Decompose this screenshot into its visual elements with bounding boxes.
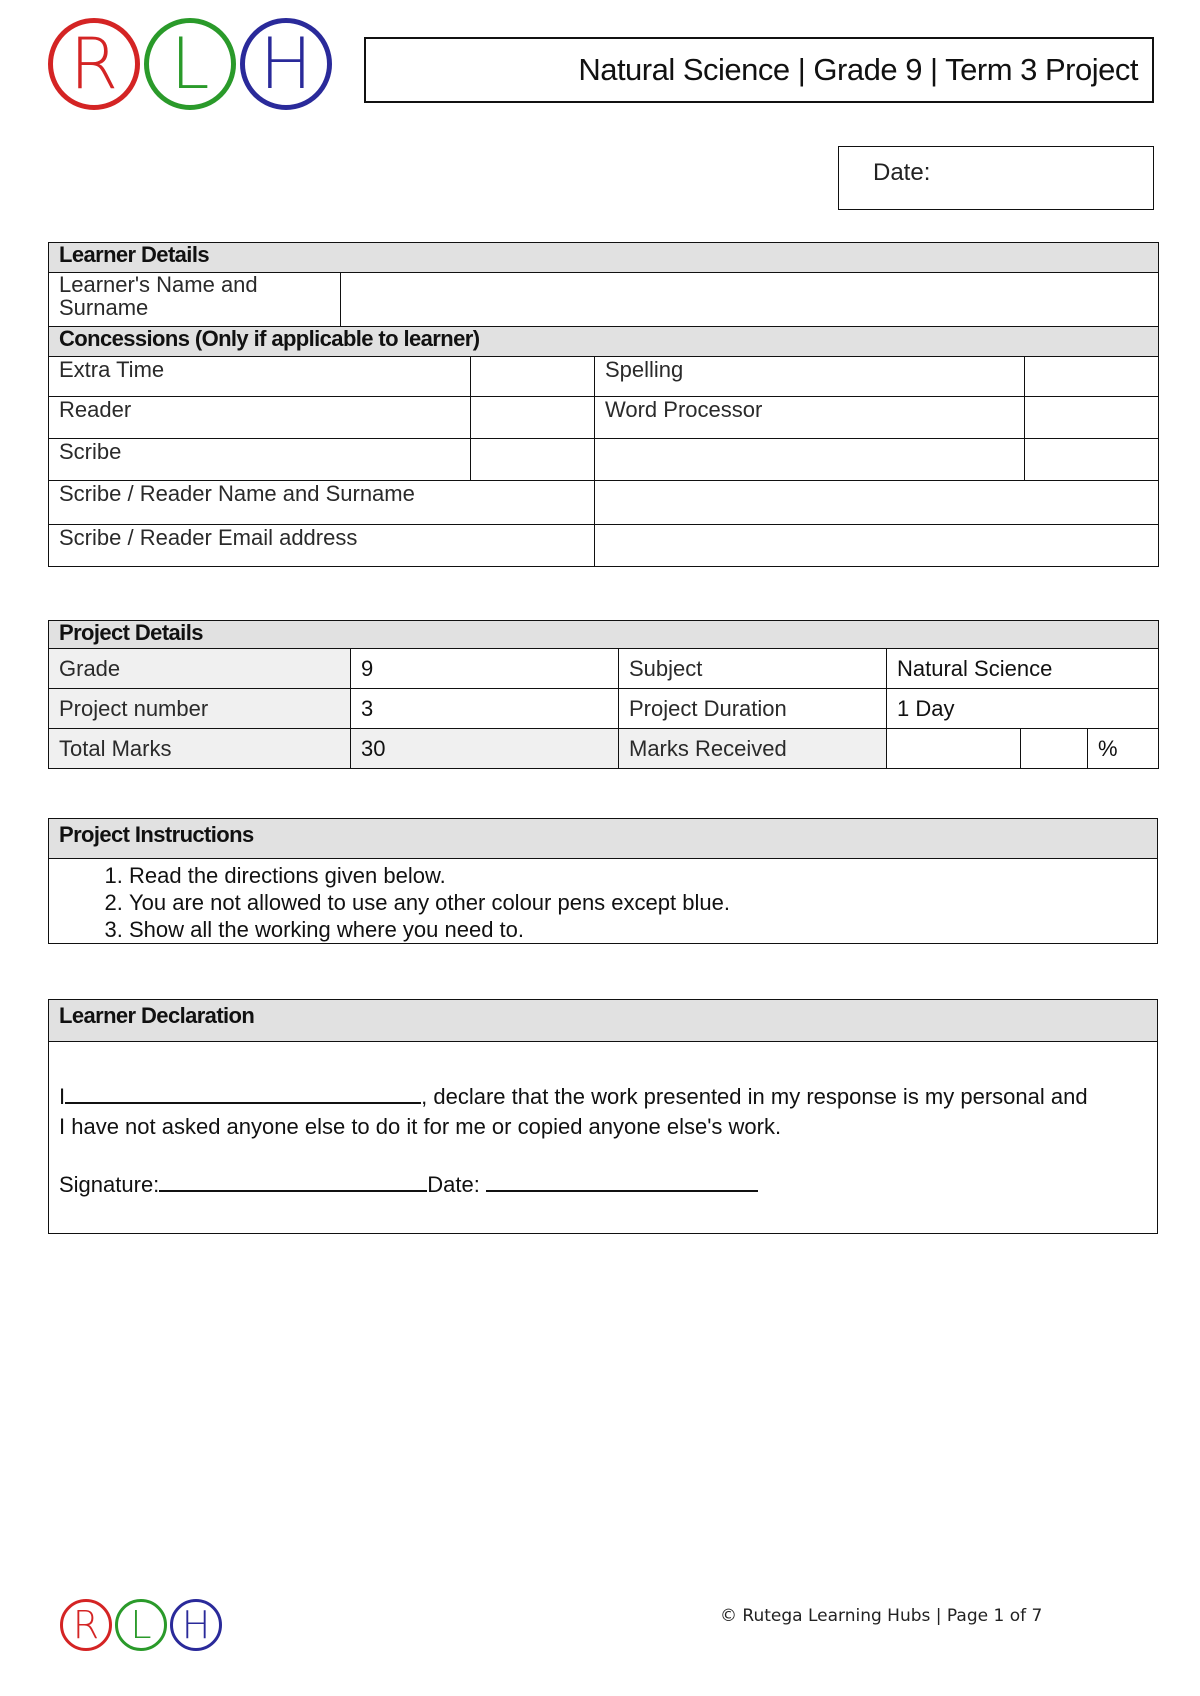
word-processor-field[interactable] (1025, 397, 1159, 439)
marks-received-field[interactable] (887, 729, 1021, 769)
scribe-email-field[interactable] (595, 525, 1159, 567)
learner-name-field[interactable] (341, 273, 1159, 327)
learner-name-label: Learner's Name and Surname (49, 273, 341, 327)
marks-received-label: Marks Received (619, 729, 887, 769)
learner-details-heading: Learner Details (49, 243, 1159, 273)
grade-value: 9 (351, 649, 619, 689)
scribe-field[interactable] (471, 439, 595, 481)
learner-name-line[interactable] (65, 1082, 421, 1104)
logo-letter-r: R (48, 18, 140, 110)
percent-symbol: % (1088, 729, 1159, 769)
total-marks-label: Total Marks (49, 729, 351, 769)
signature-line[interactable] (159, 1170, 427, 1192)
instructions-list-cell (49, 859, 1158, 944)
logo-letter-h: H (240, 18, 332, 110)
logo-letter-r: R (60, 1599, 112, 1651)
date-field[interactable] (838, 146, 1154, 210)
subject-value: Natural Science (887, 649, 1159, 689)
word-processor-label: Word Processor (595, 397, 1025, 439)
spelling-field[interactable] (1025, 357, 1159, 397)
project-details-table (48, 620, 1159, 769)
logo-letter-l: L (144, 18, 236, 110)
declaration-date-line[interactable] (486, 1170, 758, 1192)
extra-time-label: Extra Time (49, 357, 471, 397)
reader-label: Reader (49, 397, 471, 439)
declaration-prefix: I (59, 1084, 66, 1109)
scribe-name-label: Scribe / Reader Name and Surname (49, 481, 595, 525)
extra-time-field[interactable] (471, 357, 595, 397)
signature-label: Signature: (59, 1172, 160, 1197)
reader-field[interactable] (471, 397, 595, 439)
declaration-text: , declare that the work presented in my response is my personal and I have not asked anyone else to do it for me or copied anyone else's work. (59, 1084, 1088, 1139)
project-duration-label: Project Duration (619, 689, 887, 729)
footer-text: © Rutega Learning Hubs | Page 1 of 7 (720, 1606, 1043, 1626)
percentage-field[interactable] (1021, 729, 1088, 769)
rlh-footer-logo (60, 1599, 222, 1651)
empty-cell (595, 439, 1025, 481)
total-marks-value: 30 (351, 729, 619, 769)
scribe-email-label: Scribe / Reader Email address (49, 525, 595, 567)
instruction-item: 3. Show all the working where you need to. (129, 916, 1157, 943)
scribe-name-field[interactable] (595, 481, 1159, 525)
learner-declaration-table (48, 999, 1158, 1234)
concessions-heading: Concessions (Only if applicable to learner) (49, 327, 1159, 357)
declaration-date-label: Date: (427, 1172, 486, 1197)
instruction-item: 1. Read the directions given below. (129, 862, 1157, 889)
instructions-list (49, 859, 1157, 943)
learner-details-table (48, 242, 1159, 567)
project-number-value: 3 (351, 689, 619, 729)
project-details-heading: Project Details (49, 621, 1159, 649)
learner-declaration-heading: Learner Declaration (49, 1000, 1158, 1042)
page-title: Natural Science | Grade 9 | Term 3 Project (578, 52, 1138, 87)
project-duration-value: 1 Day (887, 689, 1159, 729)
project-instructions-heading: Project Instructions (49, 819, 1158, 859)
instruction-item: 2. You are not allowed to use any other colour pens except blue. (129, 889, 1157, 916)
date-label: Date: (873, 159, 931, 186)
subject-label: Subject (619, 649, 887, 689)
declaration-body (49, 1042, 1158, 1234)
scribe-label: Scribe (49, 439, 471, 481)
page-title-box (364, 37, 1154, 103)
rlh-logo (48, 18, 332, 110)
spelling-label: Spelling (595, 357, 1025, 397)
project-instructions-table (48, 818, 1158, 944)
empty-cell (1025, 439, 1159, 481)
project-number-label: Project number (49, 689, 351, 729)
logo-letter-h: H (170, 1599, 222, 1651)
grade-label: Grade (49, 649, 351, 689)
logo-letter-l: L (115, 1599, 167, 1651)
